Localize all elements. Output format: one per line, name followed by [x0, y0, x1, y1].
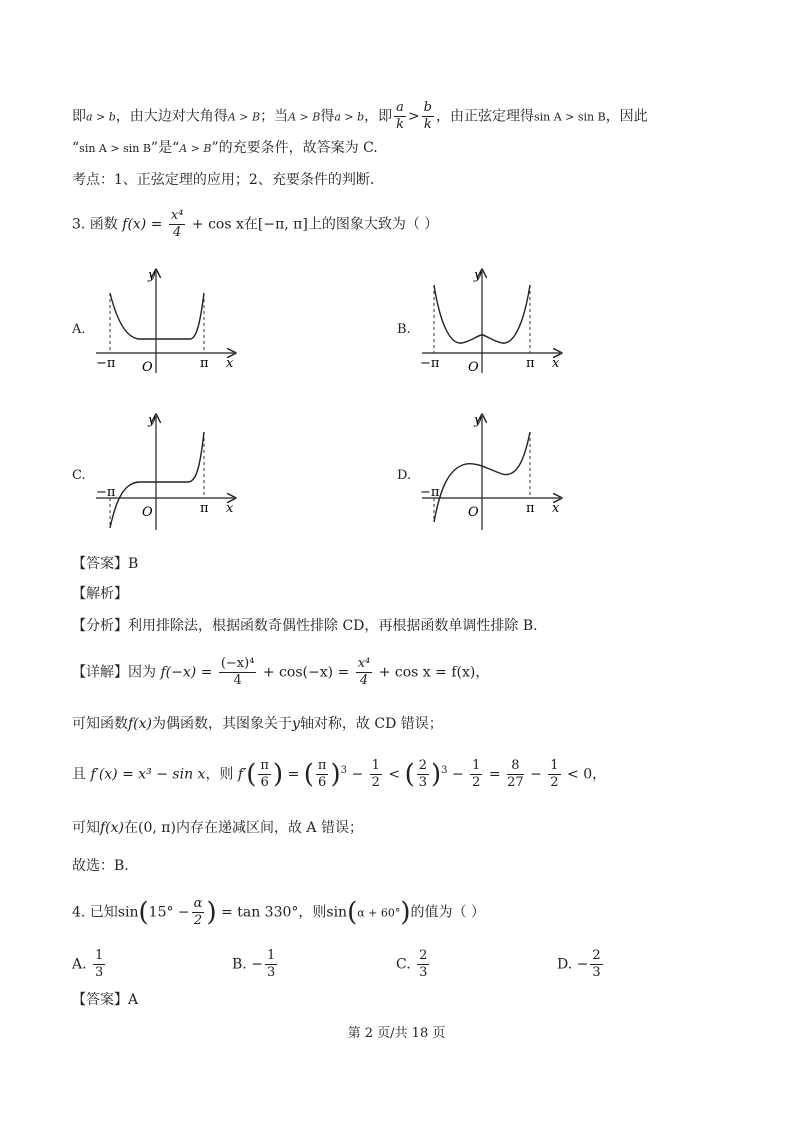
operator: = — [287, 766, 300, 783]
q4-option-d[interactable] — [557, 948, 605, 981]
text: 即 — [72, 108, 86, 125]
neg-pi-label: −π — [96, 485, 116, 500]
fraction — [417, 948, 429, 981]
denominator: 3 — [95, 965, 104, 980]
denominator: 4 — [233, 673, 242, 688]
q4-option-a[interactable] — [72, 948, 107, 981]
text: ，则 — [205, 766, 234, 783]
neg-pi-label: −π — [96, 356, 116, 371]
math-inline: f(x) — [100, 820, 125, 836]
numerator: 1 — [266, 948, 276, 963]
text: 为偶函数，其图象关于 — [152, 716, 293, 732]
option-label: B. — [232, 956, 247, 973]
math-inline: f(x) = — [122, 216, 163, 233]
denominator: 3 — [266, 965, 276, 980]
numerator: α — [193, 896, 203, 911]
text: 轴对称，故 CD 错误； — [299, 716, 443, 732]
math-inline: < 0 — [567, 766, 593, 783]
numerator: 1 — [371, 758, 380, 773]
fraction — [417, 758, 429, 791]
text: ， — [592, 766, 607, 783]
text: 【详解】因为 — [72, 664, 156, 681]
math-inline: α + 60° — [357, 906, 401, 920]
fraction — [394, 100, 406, 133]
fraction — [265, 948, 277, 981]
text: 在 — [243, 216, 258, 233]
option-a-label[interactable]: A. — [72, 322, 86, 337]
math-inline: 15° − — [148, 904, 190, 921]
x-label: x — [552, 356, 560, 371]
math-inline: f′ — [237, 766, 247, 783]
text: “ — [72, 140, 80, 156]
q4-option-b[interactable] — [232, 948, 279, 981]
pi-label: π — [526, 356, 535, 371]
origin-label: O — [142, 505, 153, 520]
origin-label: O — [468, 505, 479, 520]
question-4-stem: 4. 已知sin(15° − $\frac{\alpha}{2}$ ) = tan 330°，则sin(α + 60°)的值为（ ） — [72, 896, 485, 928]
fraction — [548, 758, 560, 791]
pi-label: π — [200, 356, 209, 371]
denominator: 3 — [592, 965, 601, 980]
math-inline: sin A > sin B — [79, 142, 151, 155]
y-label: y — [474, 413, 482, 428]
denominator: 2 — [472, 775, 481, 790]
option-b-label[interactable]: B. — [397, 322, 411, 337]
q3-choose: 故选：B. — [72, 858, 129, 874]
numerator: b — [423, 100, 432, 115]
text: 上的图象大致为（ ） — [307, 216, 439, 233]
operator: < — [388, 766, 401, 783]
graph-option-b[interactable] — [418, 265, 568, 377]
denominator: 27 — [507, 775, 524, 790]
option-d-label[interactable]: D. — [397, 468, 412, 483]
math-inline: sin — [326, 904, 348, 921]
math-inline: sin A > sin B — [533, 110, 606, 124]
neg-pi-label: −π — [420, 485, 440, 500]
q3-detail-line — [72, 656, 489, 689]
fraction — [370, 758, 382, 791]
numerator: 2 — [419, 948, 428, 963]
numerator: x⁴ — [170, 208, 184, 223]
numerator: 1 — [472, 758, 481, 773]
text: 且 — [72, 766, 86, 783]
denominator: 6 — [318, 775, 327, 790]
numerator: (−x)⁴ — [220, 656, 255, 671]
text: 在 — [124, 820, 139, 836]
text: ，因此 — [605, 108, 648, 125]
text: ，由正弦定理得 — [435, 108, 534, 125]
text: 得 — [320, 108, 335, 125]
pi-label: π — [200, 501, 209, 516]
graph-option-a[interactable] — [92, 265, 242, 377]
operator: − — [530, 766, 542, 783]
fraction — [192, 896, 205, 929]
fraction — [422, 100, 434, 133]
numerator: 2 — [592, 948, 601, 963]
denominator: k — [396, 117, 404, 132]
y-label: y — [148, 268, 156, 283]
denominator: 4 — [173, 225, 182, 240]
y-label: y — [474, 268, 482, 283]
math-inline: a > b — [86, 110, 116, 124]
operator: − — [451, 766, 464, 783]
operator: = — [488, 766, 501, 783]
curve — [110, 432, 204, 528]
q3-even-line — [72, 716, 443, 733]
q3-answer: 【答案】B — [72, 556, 139, 572]
math-inline: A > B — [227, 110, 261, 124]
curve — [110, 293, 204, 339]
text-line-1 — [72, 100, 648, 133]
option-label: D. — [557, 956, 573, 973]
text: ，由大边对大角得 — [115, 108, 228, 125]
denominator: 3 — [418, 775, 427, 790]
q4-answer: 【答案】A — [72, 992, 139, 1008]
page-footer: 第 2 页/共 18 页 — [347, 1026, 446, 1041]
text: ， — [475, 664, 490, 681]
math-inline: A > B — [179, 142, 212, 155]
knowledge-note: 考点：1、正弦定理的应用；2、充要条件的判断. — [72, 172, 375, 188]
math-inline: a > b — [334, 110, 365, 124]
text: ，即 — [364, 108, 393, 125]
neg-pi-label: −π — [420, 356, 440, 371]
operator: − — [351, 766, 364, 783]
text: 3. 函数 — [72, 216, 118, 233]
option-c-label[interactable]: C. — [72, 468, 86, 483]
text: ；当 — [260, 108, 289, 125]
denominator: 6 — [260, 775, 269, 790]
text: 4. 已知 — [72, 904, 118, 921]
numerator: π — [260, 758, 269, 773]
x-label: x — [226, 356, 234, 371]
numerator: a — [396, 100, 404, 115]
math-inline: f′(x) = x³ − sin x — [90, 766, 206, 783]
text: 内存在递减区间，故 A 错误； — [175, 820, 363, 836]
text: 可知 — [72, 820, 100, 836]
sign: − — [251, 956, 263, 973]
graph-option-c[interactable] — [92, 410, 242, 535]
math-inline: [−π, π] — [257, 216, 308, 233]
math-inline: + cos x — [191, 216, 244, 233]
y-label: y — [148, 413, 156, 428]
numerator: x⁴ — [357, 656, 371, 671]
fraction — [470, 758, 482, 791]
q3-monotonic-line — [72, 820, 363, 837]
text: ”的充要条件，故答案为 C. — [211, 140, 378, 156]
denominator: 2 — [371, 775, 380, 790]
fraction — [316, 758, 329, 791]
pi-label: π — [526, 501, 535, 516]
fraction — [169, 208, 186, 241]
origin-label: O — [468, 360, 479, 375]
math-inline: + cos(−x) = — [262, 664, 350, 681]
text: ，则 — [298, 904, 327, 921]
q3-analysis-title: 【解析】 — [72, 586, 128, 602]
math-inline: = tan 330° — [221, 904, 299, 921]
math-inline: sin — [117, 904, 139, 921]
graph-option-d[interactable] — [418, 410, 568, 535]
fraction — [356, 656, 373, 689]
sign: − — [576, 956, 589, 973]
origin-label: O — [142, 360, 153, 375]
question-3-stem — [72, 208, 438, 241]
text: ”是“ — [150, 140, 180, 156]
math-inline: f(x) — [128, 716, 153, 732]
fraction — [93, 948, 105, 981]
numerator: 2 — [418, 758, 427, 773]
text: 可知函数 — [72, 716, 128, 732]
text: 的值为（ ） — [410, 904, 485, 921]
denominator: 3 — [419, 965, 428, 980]
fraction — [507, 758, 524, 791]
math-inline: y — [292, 716, 300, 732]
exponent: 3 — [340, 764, 347, 776]
option-label: C. — [396, 956, 411, 973]
denominator: 4 — [359, 673, 369, 688]
math-inline: f(−x) = — [160, 664, 213, 681]
fraction — [258, 758, 271, 791]
x-label: x — [552, 501, 560, 516]
exponent: 3 — [441, 764, 448, 776]
fraction — [219, 656, 257, 689]
operator: > — [407, 108, 420, 125]
fraction — [590, 948, 602, 981]
option-label: A. — [72, 956, 87, 973]
q3-derivative-line: 且 f′(x) = x³ − sin x，则 f′( $\frac{\pi}{6}$ ) = ( $\frac{\pi}{6}$ )$^3$ − $\frac{1}{2}$ < ( $\frac{2}{3}$ )$^3$ − $\frac{1}{2}$ = $\frac{8}{27}$ − $\frac{1}{2}$ < 0， — [72, 758, 607, 790]
numerator: 1 — [550, 758, 559, 773]
numerator: π — [317, 758, 327, 773]
q4-option-c[interactable] — [396, 948, 431, 981]
x-label: x — [226, 501, 234, 516]
denominator: 2 — [193, 913, 203, 928]
text-line-2 — [72, 140, 378, 157]
math-inline: (0, π) — [138, 820, 176, 836]
math-inline: A > B — [288, 110, 321, 124]
denominator: 2 — [550, 775, 559, 790]
numerator: 8 — [507, 758, 524, 775]
numerator: 1 — [95, 948, 104, 963]
q3-fenxi: 【分析】利用排除法，根据函数奇偶性排除 CD，再根据函数单调性排除 B. — [72, 618, 538, 634]
denominator: k — [423, 117, 432, 132]
math-inline: + cos x = f(x) — [378, 664, 476, 681]
